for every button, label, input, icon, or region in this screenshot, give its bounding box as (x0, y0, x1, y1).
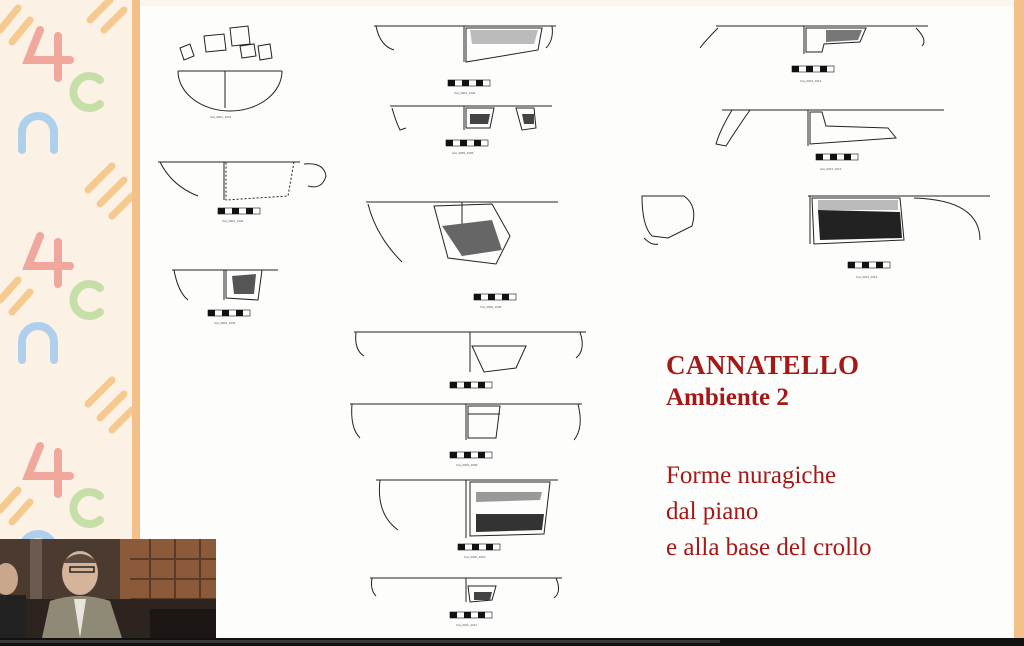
pottery-drawing-middle-4 (350, 326, 590, 396)
description-line-2: dal piano (666, 498, 759, 525)
pottery-drawing-bowl-top-view (170, 16, 290, 126)
pottery-drawing-middle-3 (362, 196, 562, 316)
svg-text:Cat_0012_1012: Cat_0012_1012 (800, 79, 822, 83)
pottery-drawing-left-3 (168, 264, 288, 330)
svg-text:Cat_0010_1010: Cat_0010_1010 (464, 555, 486, 559)
svg-text:Cat_0014_1014: Cat_0014_1014 (856, 275, 878, 279)
video-progress-track[interactable] (0, 640, 720, 643)
svg-text:Cat_0013_1013: Cat_0013_1013 (820, 167, 842, 171)
description-line-1: Forme nuragiche (666, 462, 837, 489)
pottery-drawing-right-4 (804, 190, 994, 290)
pottery-drawing-middle-6 (372, 474, 562, 564)
svg-text:Cat_0004_1004: Cat_0004_1004 (454, 91, 476, 95)
video-progress-bar[interactable] (0, 638, 1024, 646)
slide-subtitle-heading: Ambiente 2 (666, 384, 789, 411)
right-edge (1014, 0, 1024, 638)
pottery-drawing-right-2 (712, 104, 952, 176)
pottery-drawing-right-1 (696, 20, 936, 90)
svg-text:Cat_0005_1005: Cat_0005_1005 (452, 151, 474, 155)
svg-text:Cat_0003_1003: Cat_0003_1003 (214, 321, 236, 325)
pottery-drawing-middle-7 (366, 572, 566, 632)
pottery-drawing-middle-1 (370, 20, 560, 100)
slide-canvas (140, 6, 1014, 638)
svg-text:Cat_0011_1011: Cat_0011_1011 (456, 623, 477, 627)
presenter-video-icon (0, 539, 216, 638)
svg-text:Cat_0009_1009: Cat_0009_1009 (456, 463, 478, 467)
slide-title: CANNATELLO (666, 350, 860, 380)
description-line-3: e alla base del crollo (666, 534, 872, 561)
pottery-drawing-middle-5 (346, 398, 586, 474)
svg-text:Cat_0002_1002: Cat_0002_1002 (222, 219, 244, 223)
presenter-webcam[interactable] (0, 539, 216, 638)
svg-text:Cat_0006_1006: Cat_0006_1006 (480, 305, 502, 309)
slide-description (666, 458, 871, 566)
pottery-drawing-right-3 (634, 186, 734, 256)
svg-text:Cat_0001_1001: Cat_0001_1001 (210, 115, 232, 119)
slide-title-block (666, 348, 860, 414)
pottery-drawing-middle-2 (386, 100, 556, 166)
pottery-drawing-left-2 (154, 156, 334, 226)
